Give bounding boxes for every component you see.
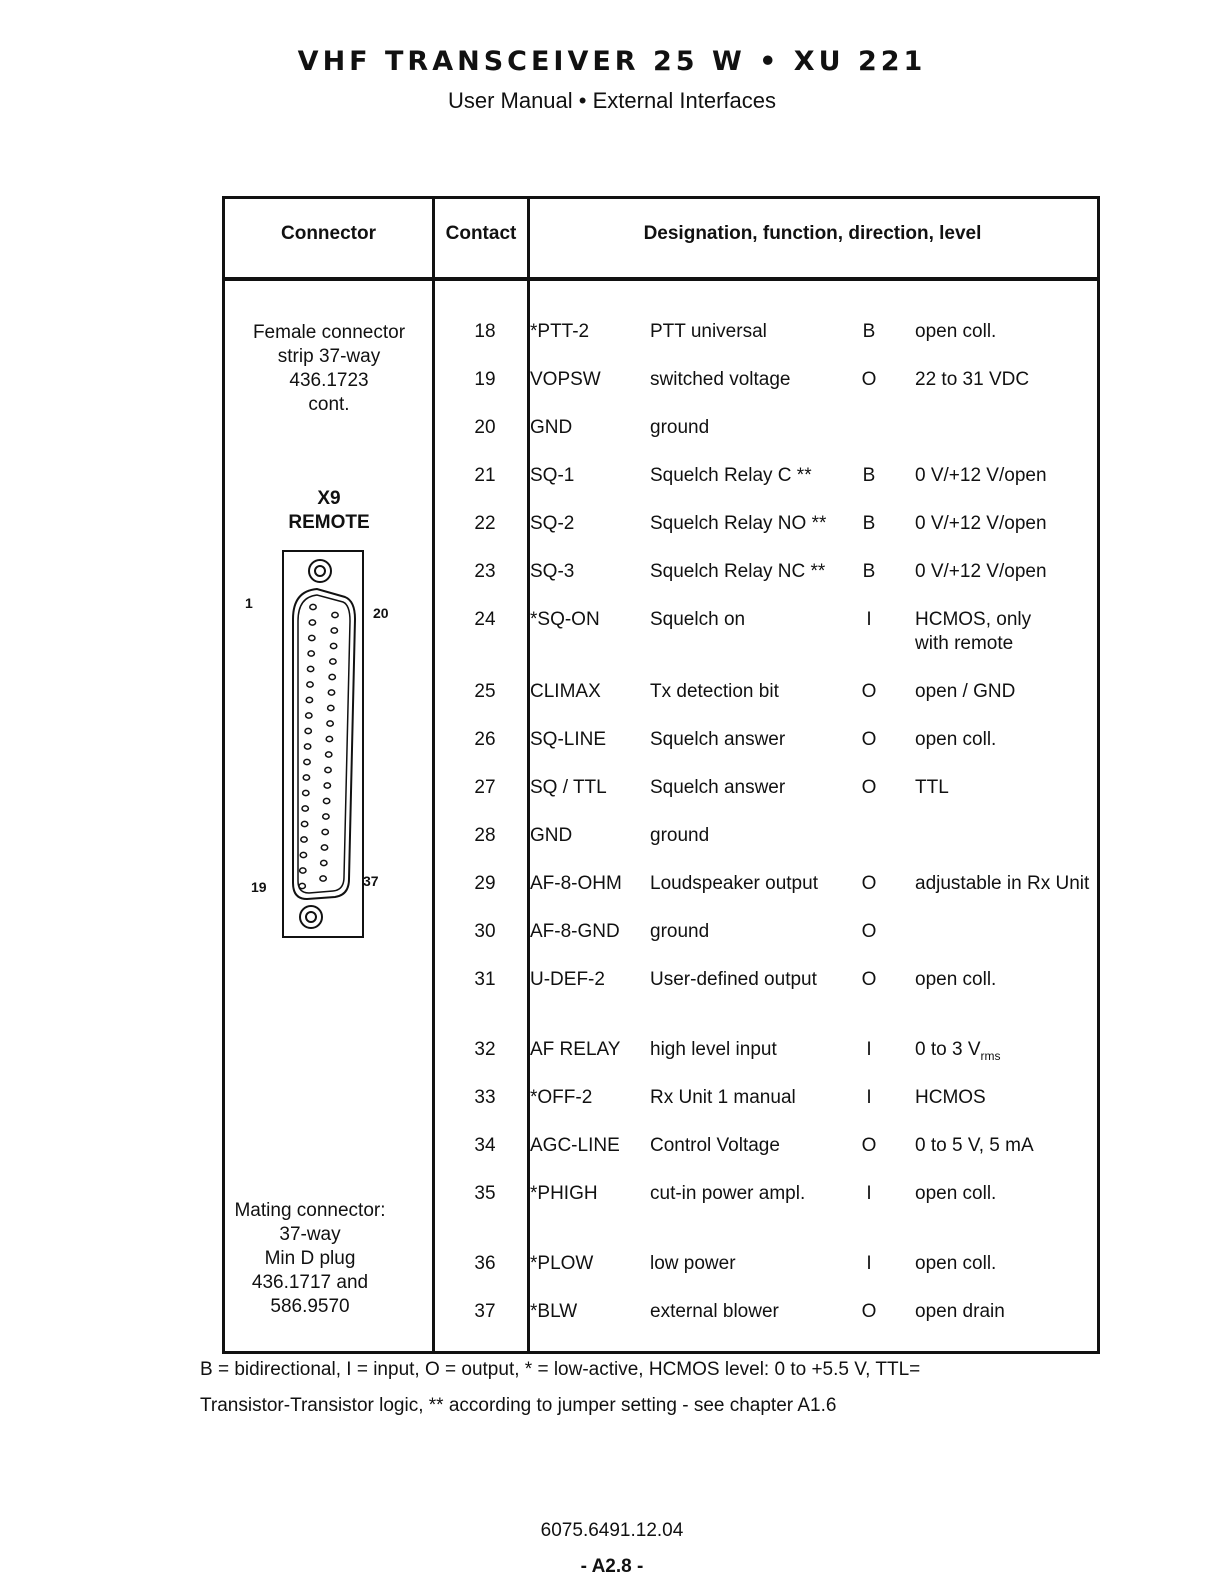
function-cell: ground <box>650 921 710 942</box>
pin-label-37: 37 <box>363 873 379 889</box>
pin-label-19: 19 <box>251 879 267 895</box>
direction-cell: I <box>866 1253 872 1274</box>
mating-line-2: 37-way <box>279 1224 341 1245</box>
function-cell: Squelch Relay NC ** <box>650 561 826 582</box>
direction-cell: I <box>866 609 872 630</box>
table-row <box>225 561 1097 601</box>
connector-label-remote: REMOTE <box>288 512 370 533</box>
contact-cell: 27 <box>474 777 496 798</box>
level-cell: HCMOS <box>915 1087 986 1108</box>
contact-cell: 23 <box>474 561 496 582</box>
direction-cell: O <box>861 1301 877 1322</box>
table-row <box>225 1301 1097 1341</box>
contact-cell: 26 <box>474 729 496 750</box>
function-cell: Loudspeaker output <box>650 873 818 894</box>
signal-cell: *SQ-ON <box>530 609 600 630</box>
footnote-line-1: B = bidirectional, I = input, O = output, * = low-active, HCMOS level: 0 to +5.5 V, TTL= <box>200 1359 921 1380</box>
direction-cell: O <box>861 873 877 894</box>
connector-line-1: Female connector <box>252 322 406 343</box>
direction-cell: B <box>862 465 876 486</box>
signal-cell: *PHIGH <box>530 1183 598 1204</box>
contact-cell: 25 <box>474 681 496 702</box>
footnote-line-2: Transistor-Transistor logic, ** according to jumper setting - see chapter A1.6 <box>200 1395 837 1416</box>
function-cell: User-defined output <box>650 969 817 990</box>
signal-cell: SQ-LINE <box>530 729 607 750</box>
table-row <box>225 321 1097 361</box>
table-row <box>225 729 1097 769</box>
contact-cell: 36 <box>474 1253 496 1274</box>
function-cell: Control Voltage <box>650 1135 780 1156</box>
connector-line-4: cont. <box>308 394 350 415</box>
function-cell: Tx detection bit <box>650 681 779 702</box>
signal-cell: SQ-1 <box>530 465 575 486</box>
mating-line-5: 586.9570 <box>270 1296 350 1317</box>
function-cell: Squelch on <box>650 609 746 630</box>
function-cell: Squelch answer <box>650 729 786 750</box>
direction-cell: O <box>861 1135 877 1156</box>
contact-cell: 29 <box>474 873 496 894</box>
contact-cell: 33 <box>474 1087 496 1108</box>
signal-cell: AF RELAY <box>530 1039 621 1060</box>
contact-cell: 31 <box>474 969 496 990</box>
table-row <box>225 1039 1097 1079</box>
level-cell: adjustable in Rx Unit <box>915 873 1090 894</box>
connector-pin <box>329 674 335 679</box>
contact-cell: 37 <box>474 1301 496 1322</box>
connector-pin <box>307 666 313 671</box>
mating-line-3: Min D plug <box>264 1248 356 1269</box>
direction-cell: B <box>862 513 876 534</box>
table-row <box>225 609 1097 654</box>
table-row <box>225 873 1097 913</box>
direction-cell: B <box>862 321 876 342</box>
signal-cell: SQ-3 <box>530 561 575 582</box>
level-cell: 0 V/+12 V/open <box>915 513 1047 534</box>
function-cell: ground <box>650 417 710 438</box>
contact-cell: 22 <box>474 513 496 534</box>
function-cell: Squelch Relay NO ** <box>650 513 827 534</box>
header-connector: Connector <box>281 223 376 244</box>
level-subscript: rms <box>980 1048 1001 1063</box>
level-cell-line-2: with remote <box>915 633 1014 654</box>
level-cell: 0 to 5 V, 5 mA <box>915 1135 1034 1156</box>
direction-cell: O <box>861 681 877 702</box>
function-cell: external blower <box>650 1301 779 1322</box>
level-cell: open coll. <box>915 729 997 750</box>
contact-cell: 21 <box>474 465 496 486</box>
contact-cell: 35 <box>474 1183 496 1204</box>
connector-line-2: strip 37-way <box>277 346 381 367</box>
direction-cell: I <box>866 1183 872 1204</box>
signal-cell: SQ-2 <box>530 513 575 534</box>
page-number: - A2.8 - <box>580 1556 644 1577</box>
table-row <box>225 1183 1097 1223</box>
level-cell: 0 V/+12 V/open <box>915 465 1047 486</box>
function-cell: switched voltage <box>650 369 791 390</box>
table-row <box>225 825 1097 865</box>
function-cell: low power <box>650 1253 736 1274</box>
table-row <box>225 1087 1097 1127</box>
function-cell: Squelch answer <box>650 777 786 798</box>
function-cell: ground <box>650 825 710 846</box>
footnote <box>200 1352 1080 1424</box>
mating-line-4: 436.1717 and <box>251 1272 369 1293</box>
contact-cell: 28 <box>474 825 496 846</box>
direction-cell: B <box>862 561 876 582</box>
connector-label-x9: X9 <box>317 488 341 509</box>
signal-cell: GND <box>530 417 573 438</box>
direction-cell: I <box>866 1087 872 1108</box>
connector-pin <box>330 659 336 664</box>
signal-cell: SQ / TTL <box>530 777 607 798</box>
level-cell: open coll. <box>915 1253 997 1274</box>
level-cell: open coll. <box>915 321 997 342</box>
direction-cell: O <box>861 969 877 990</box>
table-row <box>225 465 1097 505</box>
function-cell: Squelch Relay C ** <box>650 465 812 486</box>
connector-line-3: 436.1723 <box>289 370 369 391</box>
level-cell: open / GND <box>915 681 1016 702</box>
table-row <box>225 417 1097 457</box>
table-row <box>225 681 1097 721</box>
direction-cell: O <box>861 729 877 750</box>
level-cell: 0 V/+12 V/open <box>915 561 1047 582</box>
signal-cell: *BLW <box>530 1301 578 1322</box>
signal-cell: *PTT-2 <box>530 321 590 342</box>
signal-cell: CLIMAX <box>530 681 601 702</box>
direction-cell: I <box>866 1039 872 1060</box>
signal-cell: AF-8-OHM <box>530 873 622 894</box>
direction-cell: O <box>861 369 877 390</box>
function-cell: Rx Unit 1 manual <box>650 1087 796 1108</box>
contact-cell: 30 <box>474 921 496 942</box>
table-row <box>225 1135 1097 1175</box>
table-row <box>225 1253 1097 1293</box>
contact-cell: 34 <box>474 1135 496 1156</box>
pin-label-1: 1 <box>245 595 253 611</box>
signal-cell: U-DEF-2 <box>530 969 605 990</box>
table-row <box>225 513 1097 553</box>
signal-cell: *PLOW <box>530 1253 594 1274</box>
signal-cell: VOPSW <box>530 369 601 390</box>
level-text: 0 to 3 V <box>915 1039 981 1060</box>
function-cell: cut-in power ampl. <box>650 1183 806 1204</box>
direction-cell: O <box>861 921 877 942</box>
contact-cell: 18 <box>474 321 496 342</box>
document-subtitle: User Manual • External Interfaces <box>447 88 777 113</box>
level-cell: open coll. <box>915 1183 997 1204</box>
table-row <box>225 969 1097 1009</box>
connector-pin <box>327 721 333 726</box>
signal-cell: AGC-LINE <box>530 1135 620 1156</box>
pin-label-20: 20 <box>373 605 389 621</box>
level-cell: open coll. <box>915 969 997 990</box>
signal-cell: AF-8-GND <box>530 921 620 942</box>
contact-cell: 20 <box>474 417 496 438</box>
signal-cell: GND <box>530 825 573 846</box>
contact-cell: 24 <box>474 609 496 630</box>
mating-line-1: Mating connector: <box>234 1200 386 1221</box>
level-cell: TTL <box>915 777 949 798</box>
pinout-table <box>222 196 1100 1354</box>
table-row <box>225 777 1097 817</box>
signal-cell: *OFF-2 <box>530 1087 593 1108</box>
direction-cell: O <box>861 777 877 798</box>
level-cell <box>915 1039 1001 1063</box>
document-number: 6075.6491.12.04 <box>540 1520 684 1541</box>
function-cell: high level input <box>650 1039 777 1060</box>
header-divider <box>225 277 1097 281</box>
contact-cell: 19 <box>474 369 496 390</box>
contact-cell: 32 <box>474 1039 496 1060</box>
header-contact: Contact <box>445 223 517 244</box>
function-cell: PTT universal <box>650 321 767 342</box>
document-title: VHF TRANSCEIVER 25 W • XU 221 <box>297 46 927 77</box>
table-row <box>225 921 1097 961</box>
connector-pin <box>308 651 314 656</box>
level-cell: open drain <box>915 1301 1005 1322</box>
level-cell: HCMOS, only <box>915 609 1032 630</box>
table-row <box>225 369 1097 409</box>
header-designation: Designation, function, direction, level <box>643 223 982 244</box>
level-cell: 22 to 31 VDC <box>915 369 1030 390</box>
